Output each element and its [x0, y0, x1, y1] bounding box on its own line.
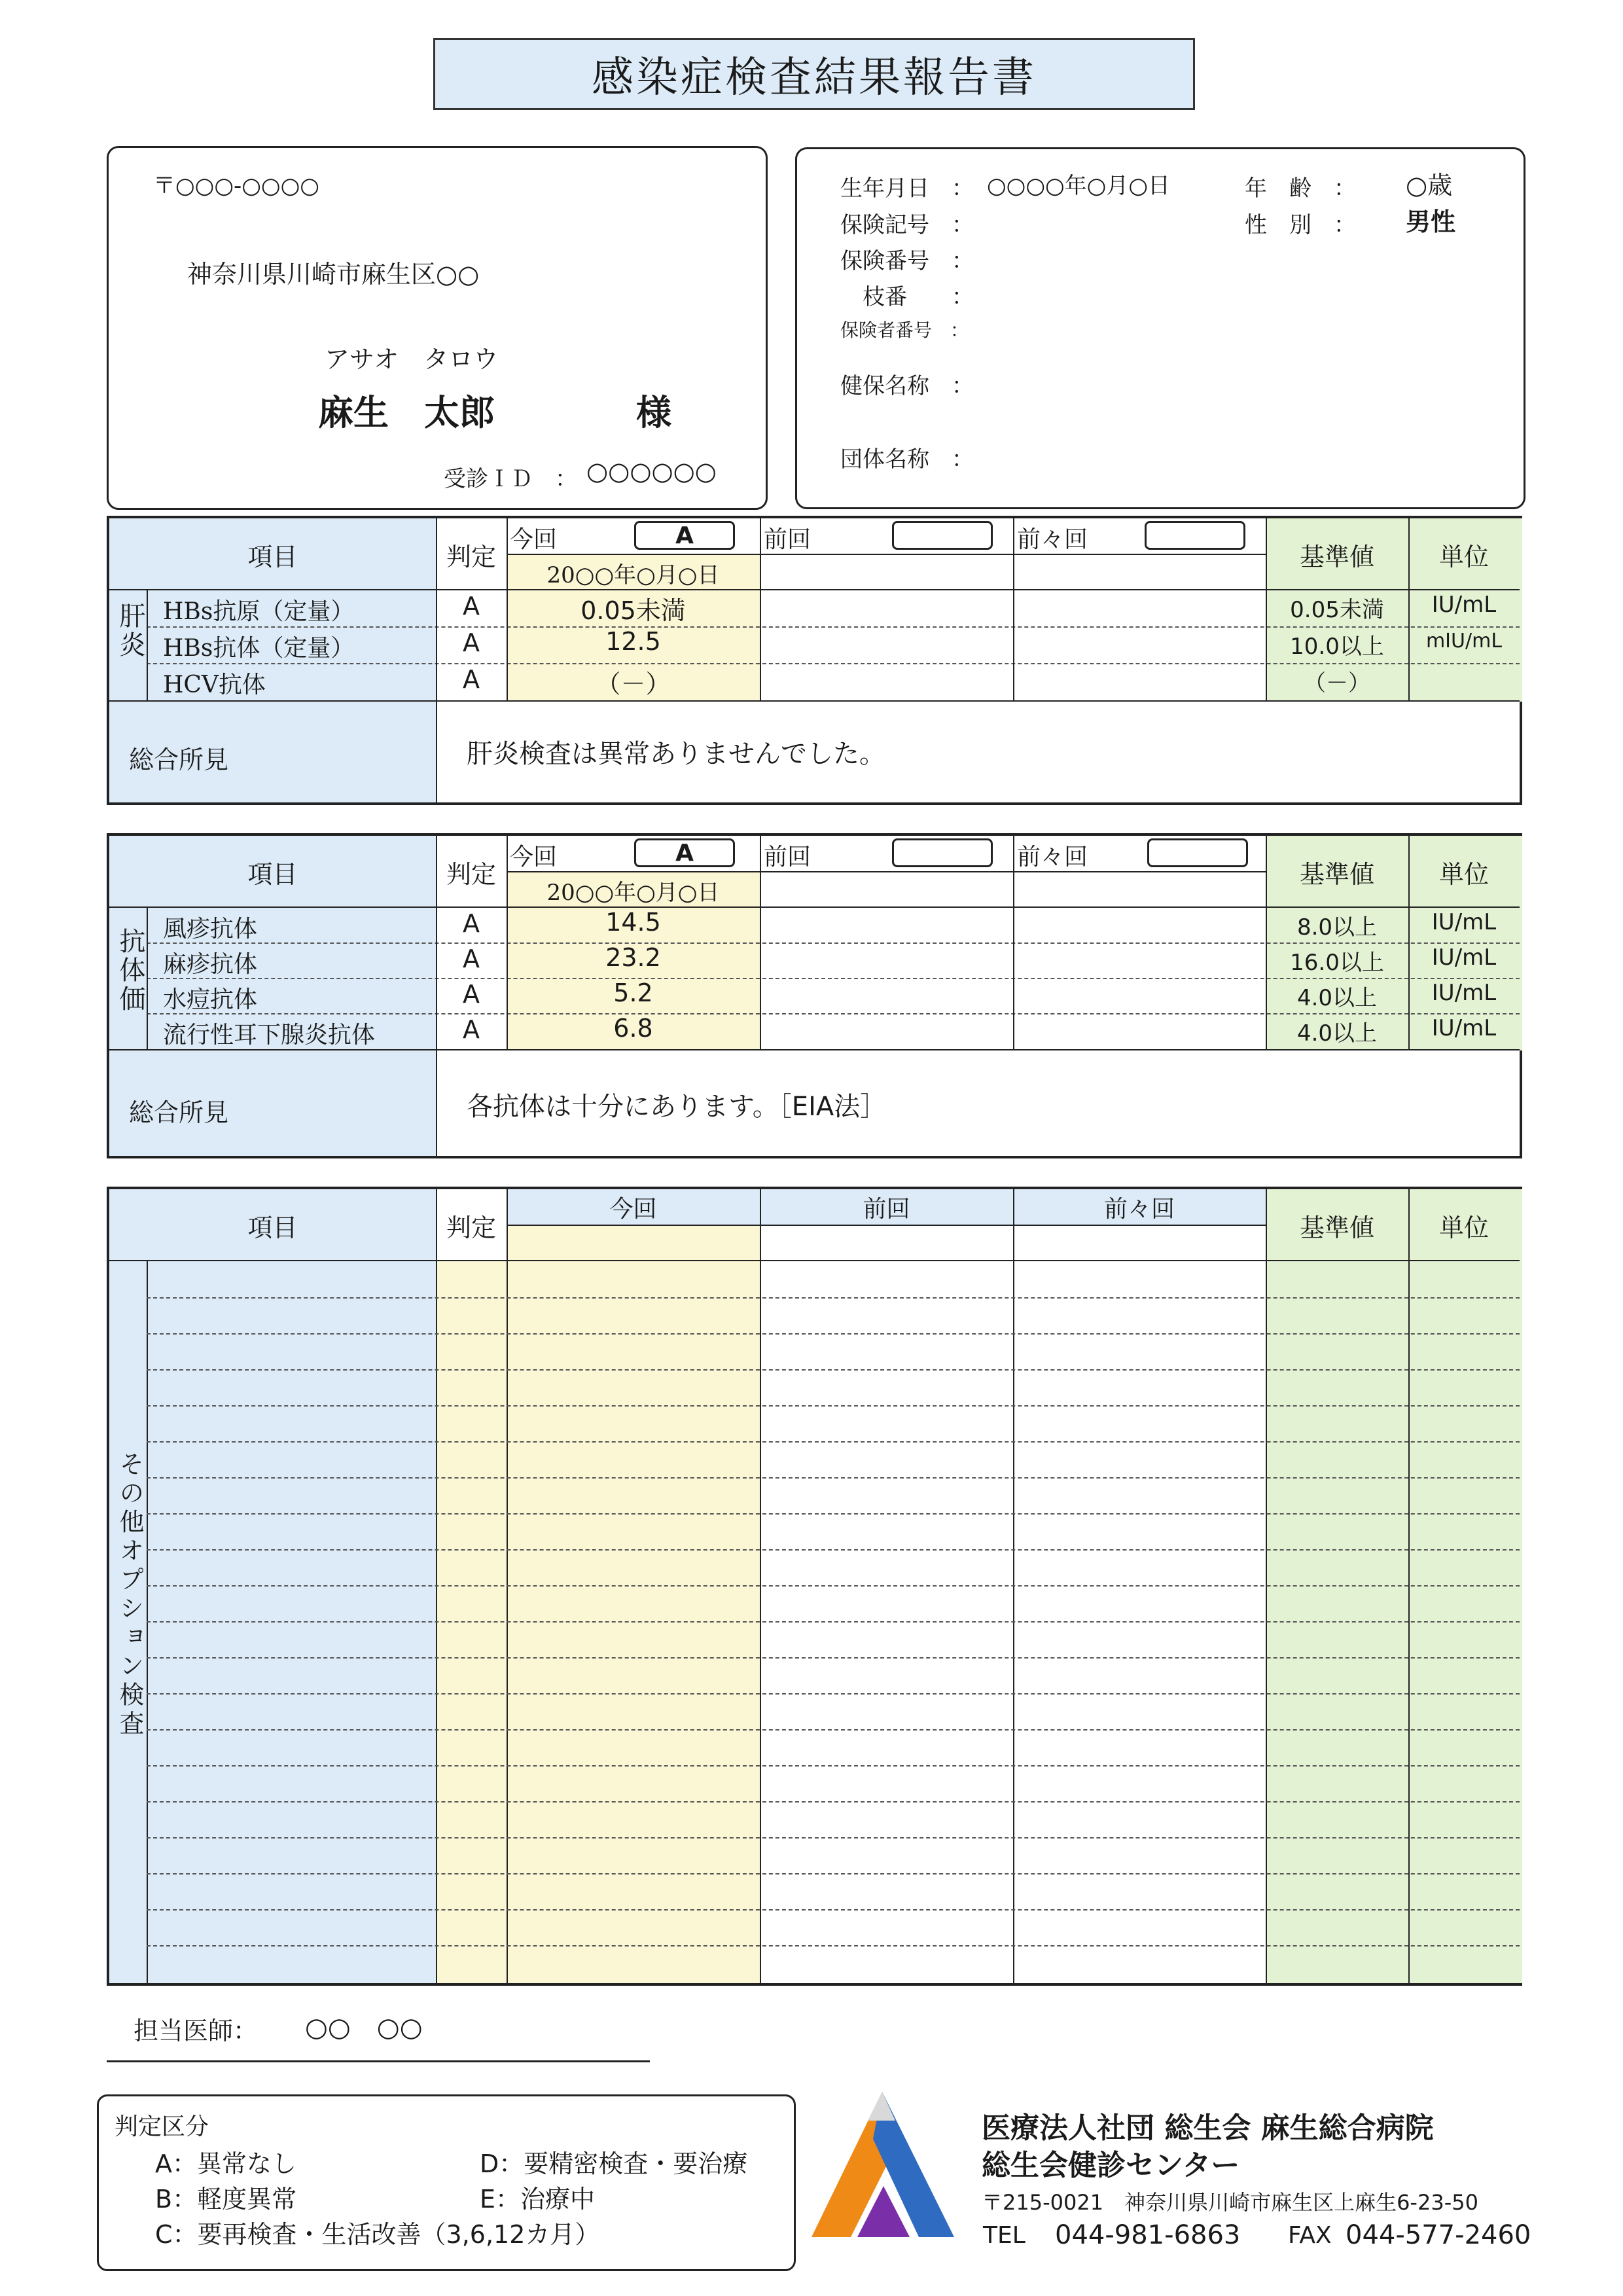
- row-value: 0.05未満: [580, 596, 686, 625]
- tel-number: 044-981-6863: [1055, 2220, 1241, 2250]
- antibody-table: [107, 833, 1522, 1158]
- row-unit: IU/mL: [1431, 592, 1497, 618]
- row-value: （－）: [596, 670, 671, 698]
- row-item: 流行性耳下腺炎抗体: [163, 1022, 376, 1049]
- insurance-symbol-label: 保険記号 ：: [840, 212, 974, 238]
- finding-label: 総合所見: [129, 1098, 229, 1127]
- legend-a: A：異常なし: [155, 2149, 296, 2178]
- finding-label: 総合所見: [129, 745, 229, 774]
- row-unit: IU/mL: [1431, 980, 1497, 1006]
- birth-label: 生年月日 ：: [840, 175, 974, 202]
- header-unit: 単位: [1438, 859, 1489, 889]
- address-line: 神奈川県川崎市麻生区○○: [187, 260, 480, 289]
- patient-info-card: [795, 147, 1525, 509]
- current-date: 20○○年○月○日: [546, 562, 720, 588]
- row-unit: IU/mL: [1431, 944, 1497, 971]
- finding-text: 肝炎検査は異常ありませんでした。: [467, 739, 885, 769]
- row-judge: A: [463, 980, 480, 1009]
- row-judge: A: [463, 592, 480, 620]
- header-judge: 判定: [446, 542, 496, 571]
- row-unit: IU/mL: [1431, 909, 1497, 935]
- current-grade-box: A: [634, 838, 735, 867]
- before-previous-grade-box: [1145, 521, 1245, 550]
- insurance-number-label: 保険番号 ：: [840, 248, 974, 274]
- row-standard: （－）: [1304, 670, 1370, 696]
- hepatitis-table: [107, 516, 1522, 805]
- age-label: 年 齢 ：: [1245, 175, 1356, 202]
- row-judge: A: [463, 909, 480, 938]
- row-standard: 10.0以上: [1290, 634, 1384, 660]
- judgement-legend: [97, 2094, 796, 2271]
- sex-value: 男性: [1406, 207, 1456, 236]
- branch-label: 枝番 ：: [863, 284, 974, 310]
- row-judge: A: [463, 1015, 480, 1044]
- exam-id: ○○○○○○: [586, 457, 717, 486]
- header-standard: 基準値: [1299, 859, 1374, 889]
- current-grade-box: A: [634, 521, 735, 550]
- row-item: HBs抗体（定量）: [163, 635, 355, 662]
- center-name: 総生会健診センター: [982, 2149, 1240, 2182]
- kenpo-label: 健保名称 ：: [840, 373, 974, 399]
- row-judge: A: [463, 628, 480, 657]
- header-standard: 基準値: [1299, 1213, 1374, 1242]
- header-before-previous: 前々回: [1017, 844, 1088, 870]
- header-before-previous: 前々回: [1103, 1195, 1175, 1223]
- row-item: HBs抗原（定量）: [163, 598, 355, 625]
- header-previous: 前回: [764, 526, 812, 553]
- header-judge: 判定: [446, 859, 496, 889]
- doctor-signature-line: [107, 2060, 650, 2062]
- row-value: 12.5: [605, 627, 661, 656]
- honorific: 様: [636, 392, 671, 433]
- address-card: [107, 146, 768, 510]
- row-value: 6.8: [613, 1014, 653, 1043]
- finding-text: 各抗体は十分にあります。［EIA法］: [467, 1092, 887, 1122]
- header-unit: 単位: [1438, 542, 1489, 571]
- org-address: 〒215-0021 神奈川県川崎市麻生区上麻生6-23-50: [982, 2190, 1478, 2215]
- legend-c: C：要再検査・生活改善（3,6,12カ月）: [155, 2220, 600, 2249]
- org-name: 医療法人社団 総生会 麻生総合病院: [982, 2111, 1434, 2145]
- previous-grade-box: [892, 838, 993, 867]
- row-item: HCV抗体: [163, 672, 266, 698]
- exam-id-label: 受診ＩＤ ：: [444, 466, 577, 492]
- legend-title: 判定区分: [115, 2113, 209, 2140]
- row-judge: A: [463, 944, 480, 973]
- current-date: 20○○年○月○日: [546, 879, 720, 906]
- row-unit: mIU/mL: [1425, 630, 1503, 653]
- header-judge: 判定: [446, 1213, 496, 1242]
- row-item: 水痘抗体: [163, 986, 258, 1013]
- patient-name: 麻生 太郎: [318, 392, 495, 433]
- row-standard: 4.0以上: [1296, 985, 1378, 1011]
- group-label: その他オプション検査: [115, 1451, 144, 1739]
- hospital-logo-icon: [812, 2088, 955, 2244]
- header-unit: 単位: [1438, 1213, 1489, 1242]
- header-item: 項目: [247, 859, 298, 889]
- row-standard: 4.0以上: [1296, 1020, 1378, 1047]
- legend-e: E：治療中: [480, 2185, 596, 2214]
- group-label: 抗体価: [115, 927, 145, 1014]
- group-label: 団体名称 ：: [840, 446, 974, 473]
- row-item: 麻疹抗体: [163, 951, 258, 978]
- age-value: ○歳: [1406, 171, 1453, 200]
- row-unit: IU/mL: [1431, 1015, 1497, 1041]
- legend-d: D：要精密検査・要治療: [480, 2149, 748, 2178]
- header-before-previous: 前々回: [1017, 526, 1088, 553]
- options-table: [107, 1187, 1522, 1986]
- row-value: 14.5: [605, 908, 661, 937]
- before-previous-grade-box: [1147, 838, 1248, 867]
- postal-code: 〒○○○-○○○○: [153, 173, 319, 199]
- header-standard: 基準値: [1299, 542, 1374, 571]
- fax-label: FAX: [1288, 2222, 1332, 2249]
- header-current: 今回: [510, 844, 558, 870]
- row-standard: 0.05未満: [1290, 597, 1384, 623]
- header-current: 今回: [510, 526, 558, 553]
- page-title: 感染症検査結果報告書: [433, 38, 1195, 110]
- insurer-number-label: 保険者番号 ：: [840, 319, 969, 341]
- row-value: 5.2: [613, 978, 653, 1007]
- header-item: 項目: [247, 542, 298, 571]
- row-judge: A: [463, 665, 480, 694]
- header-item: 項目: [247, 1213, 298, 1242]
- row-standard: 16.0以上: [1290, 950, 1384, 976]
- sex-label: 性 別 ：: [1245, 212, 1356, 238]
- row-standard: 8.0以上: [1296, 914, 1378, 941]
- legend-b: B：軽度異常: [155, 2185, 297, 2214]
- doctor-label: 担当医師：: [134, 2017, 259, 2045]
- row-value: 23.2: [605, 943, 661, 972]
- name-kana: アサオ タロウ: [325, 345, 499, 374]
- header-current: 今回: [609, 1195, 657, 1223]
- header-previous: 前回: [764, 844, 812, 870]
- fax-number: 044-577-2460: [1346, 2220, 1531, 2250]
- group-label: 肝炎: [115, 602, 145, 660]
- row-item: 風疹抗体: [163, 916, 258, 942]
- tel-label: TEL: [983, 2222, 1026, 2249]
- header-previous: 前回: [863, 1195, 910, 1223]
- doctor-name: ○○ ○○: [305, 2013, 423, 2043]
- birth-value: ○○○○年○月○日: [987, 173, 1171, 199]
- previous-grade-box: [892, 521, 993, 550]
